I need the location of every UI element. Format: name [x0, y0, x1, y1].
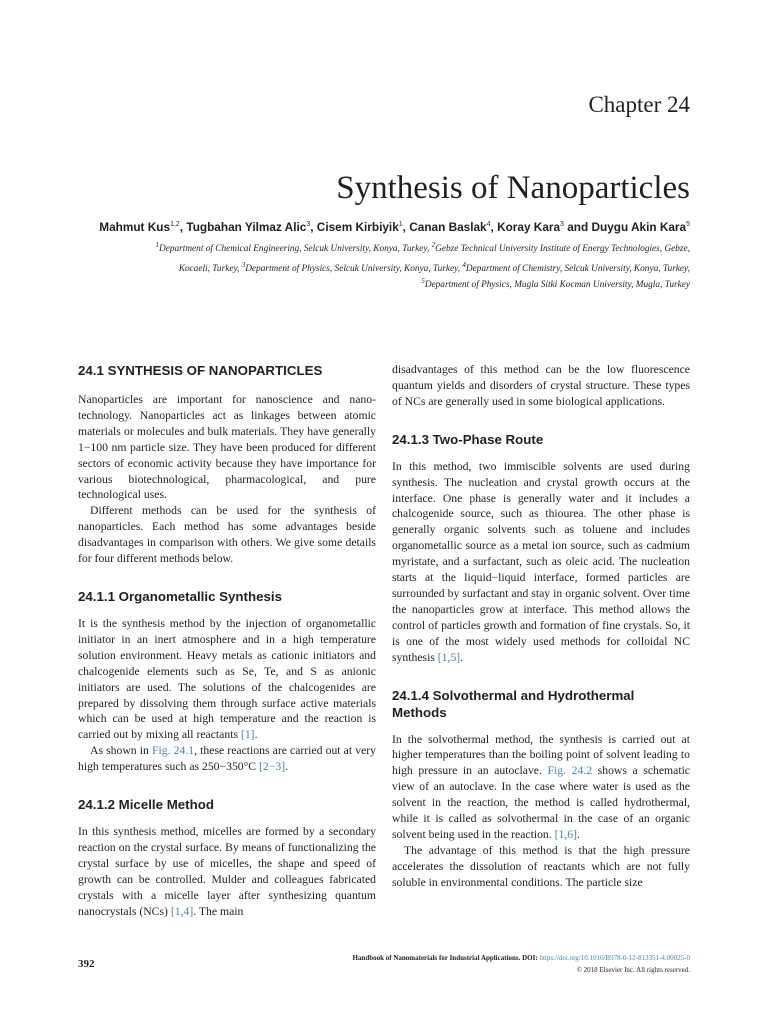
author: Mahmut Kus$^{1,2}$,: [99, 220, 187, 234]
author: Duygu Akin Kara$^5$: [591, 220, 690, 234]
paragraph: As shown in Fig. 24.1, these reactions are carried out at very high temperatures such as 250−350°C [2−3].: [78, 744, 376, 774]
doi-link[interactable]: https://doi.org/10.1016/B978-0-12-813351-4.00025-0: [539, 954, 690, 962]
left-column: [78, 362, 376, 919]
page-number: 392: [78, 958, 95, 970]
author: Cisem Kirbiyik$^1$,: [316, 220, 410, 234]
author-list: [50, 220, 690, 234]
subsection-heading: 24.1.4 Solvothermal and Hydrothermal Methods: [392, 687, 635, 720]
chapter-title: Synthesis of Nanoparticles: [336, 170, 690, 206]
subsection-heading: 24.1.1 Organometallic Synthesis: [78, 588, 282, 604]
affiliation-line: $^1$Department of Chemical Engineering, Selcuk University, Konya, Turkey, $^2$Gebze Technical University Institute of Energy Technologies, Gebze,: [155, 241, 690, 255]
paragraph: In the solvothermal method, the synthesis is carried out at higher temperatures than the boiling point of solvent leading to high pressure in an autoclave. Fig. 24.2 shows a schematic view of an autoclave. In the case where water is used as the solvent in the reaction, the method is called hydrothermal, while it is called as solvothermal in the case of an organic solvent being used in the reaction. [1,6].: [392, 732, 690, 841]
figure-link[interactable]: Fig. 24.2: [547, 764, 593, 778]
subsection-heading: 24.1.3 Two-Phase Route: [392, 431, 544, 447]
section-heading: 24.1 SYNTHESIS OF NANOPARTICLES: [78, 363, 323, 378]
chapter-label: Chapter 24: [588, 92, 690, 117]
paragraph: The advantage of this method is that the high pressure accelerates the dissolution of reactants which are not fully soluble in environmental conditions. The particle size: [392, 843, 690, 889]
citation-link[interactable]: [2−3]: [259, 760, 286, 774]
paragraph: Nanoparticles are important for nanoscience and nanotechnology. Nanoparticles act as linkages between atomic materials or molecules and bulk materials. They have generally 1−100 nm particle size. They have been produced for different sectors of economic activity because they have importance for various biotechnological, pharmacological, and pure technological uses.: [78, 393, 376, 502]
affiliation-line: $^5$Department of Physics, Mugla Sitki Kocman University, Mugla, Turkey: [421, 277, 690, 291]
author: Canan Baslak$^4$,: [409, 220, 498, 234]
citation-link[interactable]: [1,4]: [170, 904, 194, 918]
source-line: Handbook of Nanomaterials for Industrial Applications. DOI: https://doi.org/10.1016/B978-0-12-813351-4.00025-0: [352, 954, 690, 962]
right-column: [392, 362, 690, 891]
citation-link[interactable]: [1,6]: [554, 827, 578, 841]
copyright: © 2018 Elsevier Inc. All rights reserved.: [576, 966, 690, 974]
author: Koray Kara$^3$ and: [497, 220, 592, 234]
figure-link[interactable]: Fig. 24.1: [152, 744, 195, 758]
author: Tugbahan Yilmaz Alic$^3$,: [186, 220, 317, 234]
citation-link[interactable]: [1,5]: [437, 650, 461, 664]
subsection-heading: 24.1.2 Micelle Method: [78, 797, 214, 813]
paragraph: disadvantages of this method can be the low fluorescence quantum yields and disorders of crystal structure. These types of NCs are generally used in some biological applications.: [392, 363, 690, 408]
paragraph: It is the synthesis method by the injection of organometallic initiator in an inert atmosphere and in a high temperature solution environment. Heavy metals as cationic initiators and chalcogenide elements such as Se, Te, and S as anionic initiators are used. The solutions of the chalcogenides are prepared by dissolving them through surface active materials which can be used at high temperature and the reaction is carried out by mixing all reactants [1].: [78, 616, 376, 742]
affiliation-line: Kocaeli, Turkey, $^3$Department of Physics, Selcuk University, Konya, Turkey, $^4$Department of Chemistry, Selcuk University, Konya, Turkey,: [178, 261, 690, 275]
citation-link[interactable]: [1]: [240, 728, 255, 742]
paragraph: In this synthesis method, micelles are formed by a secondary reaction on the crystal surface. By means of functionalizing the crystal surface by use of micelles, the shape and speed of growth can be controlled. Mulder and colleagues fabricated crystals with a micelle layer after synthesizing quantum nanocrystals (NCs) [1,4]. The main: [78, 825, 376, 918]
paragraph: Different methods can be used for the synthesis of nanoparticles. Each method has some advantages beside disadvantages in comparison with others. We give some details for four different methods below.: [78, 504, 376, 566]
paragraph: In this method, two immiscible solvents are used during synthesis. The nucleation and crystal growth occurs at the interface. One phase is generally water and it includes a chalcogenide source, such as thiourea. The other phase is generally organic solvents such as toluene and includes organometallic source as a metal ion source, such as cadmium myristate, and a surfactant, such as oleic acid. The nucleation starts at the liquid−liquid interface, formed particles are surrounded by surfactant and stay in organic solvent. Over time the nanoparticles grow at interface. This method allows the control of particles growth and formation of fine crystals. So, it is one of the most widely used methods for colloidal NC synthesis [1,5].: [392, 459, 690, 664]
